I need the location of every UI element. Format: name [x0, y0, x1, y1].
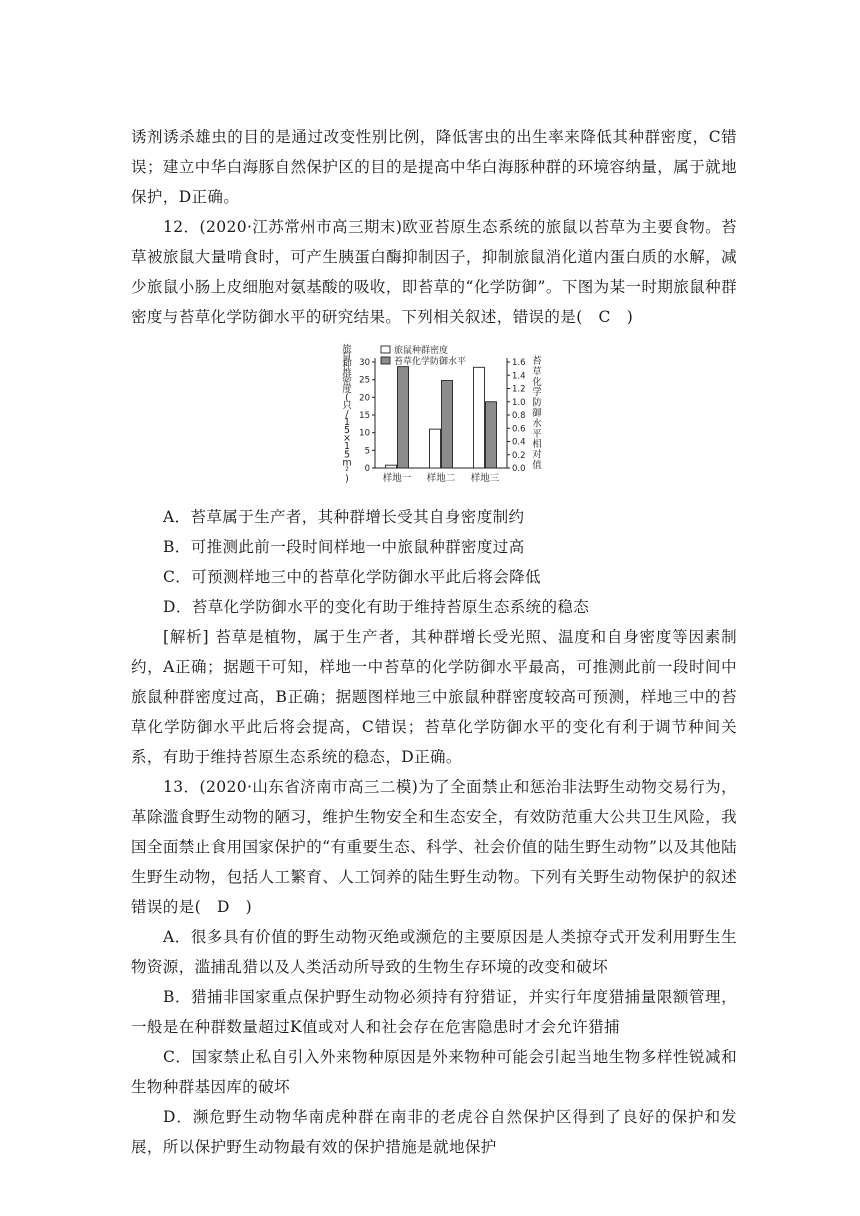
question-13-option-a: A．很多具有价值的野生动物灭绝或濒危的主要原因是人类掠夺式开发利用野生生物资源，滥捕乱猎以及人类活动所导致的生物生存环境的改变和破坏 — [131, 928, 737, 976]
left-tick-label: 25 — [359, 375, 370, 386]
legend-swatch — [381, 346, 390, 353]
legend-swatch — [381, 357, 390, 364]
chart-svg — [131, 340, 737, 496]
right-tick-label: 0.8 — [512, 411, 526, 421]
left-tick-label: 15 — [359, 411, 370, 421]
bar-defense-level — [398, 367, 409, 468]
left-tick-label: 0 — [364, 464, 370, 474]
question-13-stem: 13．(2020·山东省济南市高三二模)为了全面禁止和惩治非法野生动物交易行为，革除滥食野生动物的陋习，维护生物安全和生态安全，有效防范重大公共卫生风险，我国全面禁止食用国家保护的“有重要生态、科学、社会价值的陆生野生动物”以及其他陆生野生动物，包括人工繁育、人工饲养的陆生野生动物。下列有关野生动物保护的叙述错误的是( D ) — [131, 778, 737, 916]
category-label: 样地一 — [382, 473, 412, 484]
question-12-analysis — [131, 622, 737, 772]
right-tick-label: 0.0 — [512, 464, 526, 474]
analysis-text: 苔草是植物，属于生产者，其种群增长受光照、温度和自身密度等因素制约，A正确；据题干可知，样地一中苔草的化学防御水平最高，可推测此前一段时间中旅鼠种群密度过高，B正确；据题图样地三中旅鼠种群密度较高可预测，样地三中的苔草化学防御水平此后将会提高，C错误；苔草化学防御水平的变化有利于调节种间关系，有助于维持苔原生态系统的稳态，D正确。 — [131, 628, 737, 766]
question-12-option-c: C．可预测样地三中的苔草化学防御水平此后将会降低 — [163, 568, 541, 586]
right-axis-title: 苔草化学防御水平相对值 — [532, 356, 542, 471]
right-tick-label: 1.2 — [512, 384, 526, 395]
right-tick-label: 0.2 — [512, 450, 526, 461]
left-tick-label: 5 — [364, 446, 370, 457]
right-tick-label: 0.4 — [512, 437, 526, 448]
right-tick-label: 1.6 — [512, 358, 526, 368]
bar-lemming-density — [474, 367, 485, 468]
question-12-option-b: B．可推测此前一段时间样地一中旅鼠种群密度过高 — [163, 538, 525, 556]
previous-answer-continuation: 诱剂诱杀雄虫的目的是通过改变性别比例，降低害虫的出生率来降低其种群密度，C错误；建立中华白海豚自然保护区的目的是提高中华白海豚种群的环境容纳量，属于就地保护，D正确。 — [131, 128, 737, 206]
density-defense-chart — [131, 340, 737, 496]
right-tick-label: 1.4 — [512, 371, 526, 382]
question-13-option-b: B．猎捕非国家重点保护野生动物必须持有狩猎证，并实行年度猎捕量限额管理，一般是在种群数量超过K值或对人和社会存在危害隐患时才会允许猎捕 — [131, 988, 737, 1036]
right-tick-label: 1.0 — [512, 397, 526, 408]
category-label: 样地三 — [470, 473, 500, 484]
left-tick-label: 20 — [359, 393, 370, 404]
question-12-stem: 12．(2020·江苏常州市高三期末)欧亚苔原生态系统的旅鼠以苔草为主要食物。苔草被旅鼠大量啃食时，可产生胰蛋白酶抑制因子，抑制旅鼠消化道内蛋白质的水解，减少旅鼠小肠上皮细胞对氨基酸的吸收，即苔草的“化学防御”。下图为某一时期旅鼠种群密度与苔草化学防御水平的研究结果。下列相关叙述，错误的是( C ) — [131, 218, 737, 326]
legend-label: 旅鼠种群密度 — [394, 346, 449, 356]
bar-defense-level — [442, 381, 453, 468]
legend-label: 苔草化学防御水平 — [394, 357, 467, 367]
question-13-option-d: D．濒危野生动物华南虎种群在南非的老虎谷自然保护区得到了良好的保护和发展，所以保护野生动物最有效的保护措施是就地保护 — [131, 1108, 737, 1156]
left-tick-label: 30 — [359, 358, 370, 368]
analysis-tag: [解析] — [163, 628, 209, 646]
bar-lemming-density — [430, 429, 441, 468]
bar-lemming-density — [386, 465, 397, 468]
left-axis-title: 旅鼠种群密度(只/ 1 5 × 1 5 m ² ) — [342, 344, 352, 485]
document-page — [131, 122, 737, 1162]
category-label: 样地二 — [426, 473, 456, 484]
question-13-option-c: C．国家禁止私自引入外来物种原因是外来物种可能会引起当地生物多样性锐减和生物种群基因库的破坏 — [131, 1048, 737, 1096]
left-tick-label: 10 — [359, 428, 370, 439]
bar-defense-level — [486, 402, 497, 468]
question-12-option-a: A．苔草属于生产者，其种群增长受其自身密度制约 — [163, 508, 525, 526]
question-12-option-d: D．苔草化学防御水平的变化有助于维持苔原生态系统的稳态 — [163, 598, 590, 616]
right-tick-label: 0.6 — [512, 424, 526, 435]
